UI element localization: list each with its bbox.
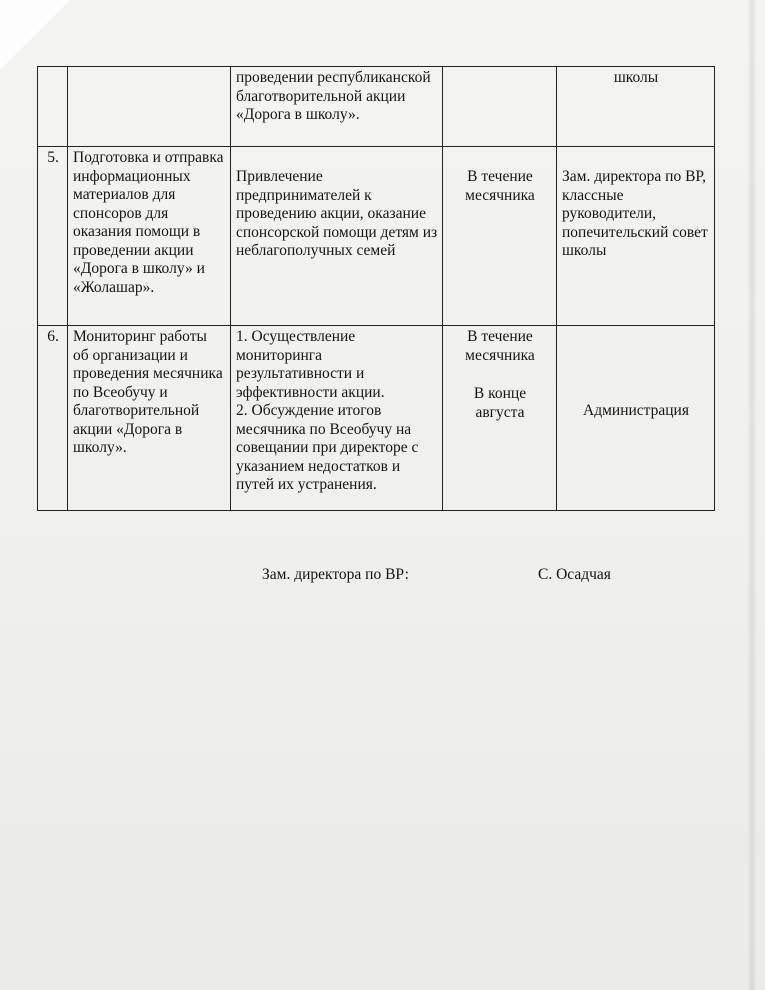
- event-cell: Мониторинг работы об организации и проведения месячника по Всеобучу и благотворительной акции «Дорога в школу».: [68, 326, 231, 511]
- table-row: [38, 147, 715, 326]
- signature-name: С. Осадчая: [538, 566, 611, 583]
- content-item: 2. Обсуждение итогов месячника по Всеобучу на совещании при директоре с указанием недостатков и путей их устранения.: [236, 402, 419, 493]
- deadline-cell: [443, 67, 557, 147]
- row-number: 6.: [38, 326, 68, 511]
- table-row: [38, 326, 715, 511]
- deadline-cell: [443, 326, 557, 511]
- signature-role: Зам. директора по ВР:: [262, 566, 409, 583]
- folded-corner: [0, 0, 70, 70]
- row-number: [38, 67, 68, 147]
- deadline-item: В течение месячника: [465, 328, 535, 364]
- row-number: 5.: [38, 147, 68, 326]
- event-cell: [68, 67, 231, 147]
- content-item: 1. Осуществление мониторинга результативности и эффективности акции.: [236, 328, 385, 401]
- event-cell: Подготовка и отправка информационных материалов для спонсоров для оказания помощи в проведении акции «Дорога в школу» и «Жолашар».: [68, 147, 231, 326]
- responsible-cell: школы: [557, 67, 715, 147]
- responsible-cell: Зам. директора по ВР, классные руководители, попечительский совет школы: [557, 147, 715, 326]
- table-row: [38, 67, 715, 147]
- page-edge-shadow: [747, 0, 757, 990]
- deadline-item: В конце августа: [473, 385, 527, 421]
- content-cell: проведении республиканской благотворительной акции «Дорога в школу».: [231, 67, 443, 147]
- content-cell: [231, 326, 443, 511]
- content-cell: Привлечение предпринимателей к проведению акции, оказание спонсорской помощи детям из неблагополучных семей: [231, 147, 443, 326]
- responsible-cell: Администрация: [557, 326, 715, 511]
- events-table: [37, 66, 715, 511]
- deadline-cell: В течение месячника: [443, 147, 557, 326]
